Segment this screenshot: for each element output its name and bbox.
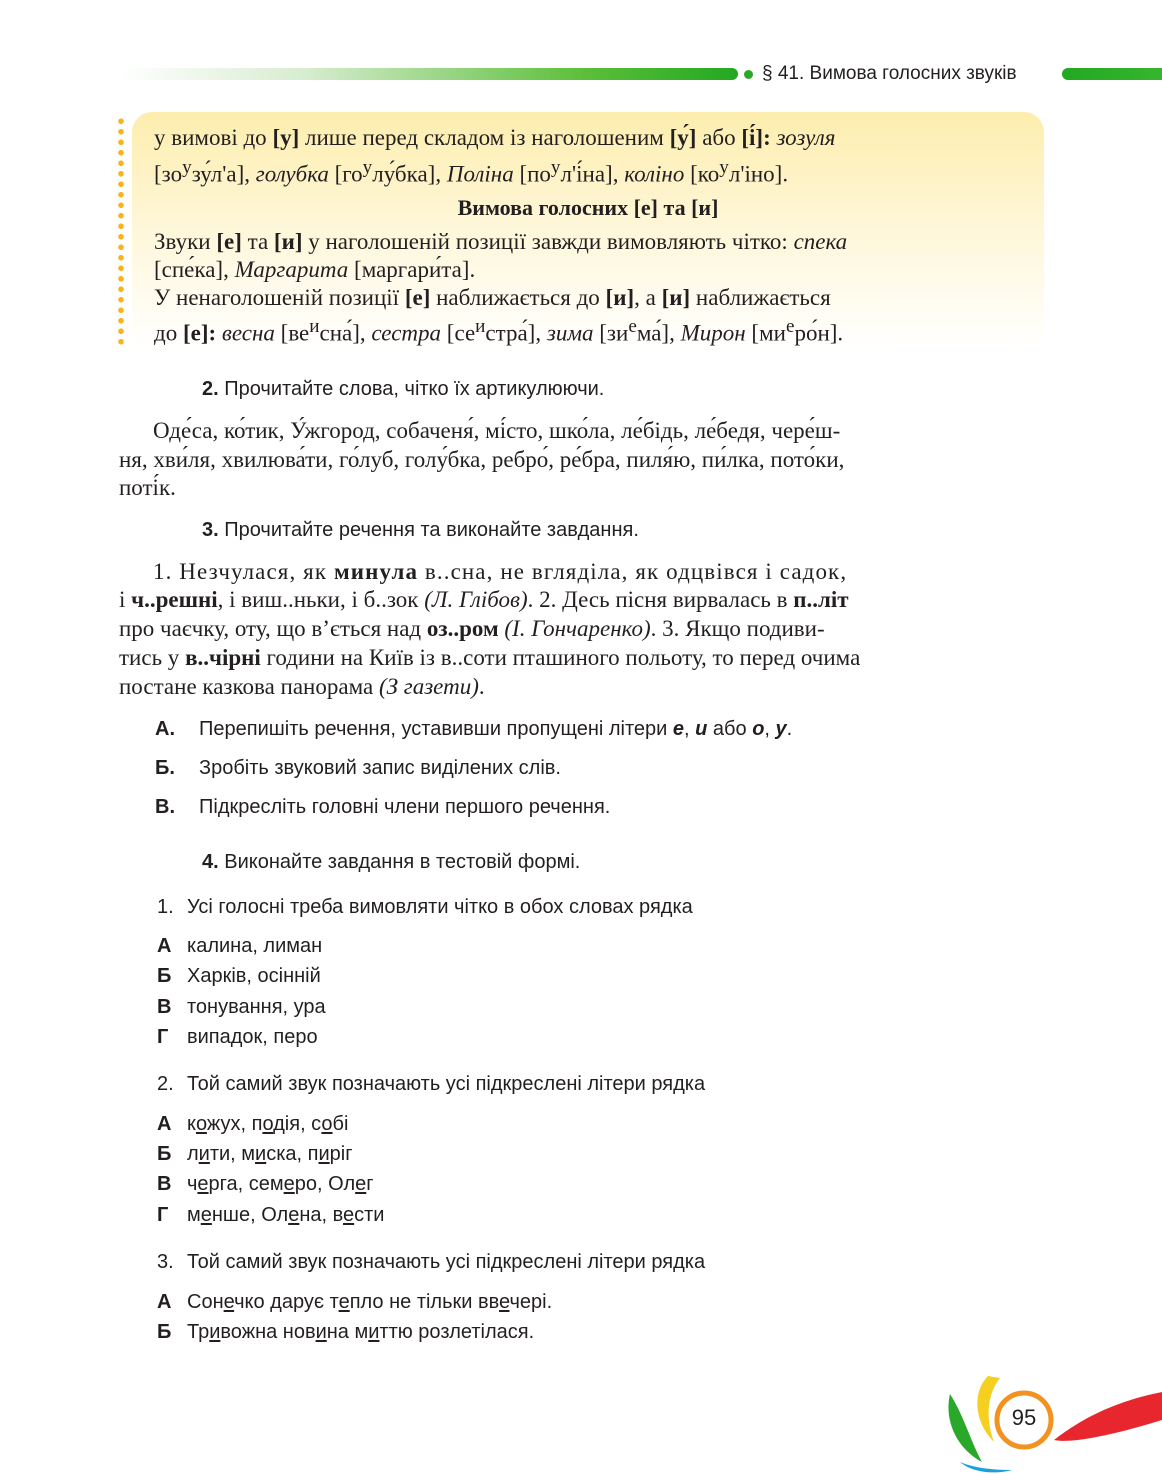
question-3-answer-b: Б Тривожна новина миттю розлетілася. — [157, 1321, 535, 1343]
question-2-answer-g: Г менше, Олена, вести — [157, 1204, 385, 1226]
rule-line-5: У ненаголошеній позиції [е] наближається до [и], а [и] наближається — [154, 285, 831, 310]
task-3-option-v: В. Підкресліть головні члени першого речення. — [155, 796, 611, 818]
page-number: 95 — [1011, 1405, 1037, 1430]
task-3-text-line-1: 1. Незчулася, як минула в..сна, не вгляділа, як одцвівся і садок, — [153, 559, 848, 584]
rule-line-2: $[зо^узу́л'а]$, голубка $[го^улу́бка]$, Поліна $[по^ул'і́на]$, коліно $[ко^ул'іно]$. — [154, 157, 789, 187]
question-1-answer-g: Г випадок, перо — [157, 1026, 318, 1048]
task-3-heading: 3. Прочитайте речення та виконайте завдання. — [202, 519, 639, 541]
logo-green-leaf — [948, 1394, 982, 1462]
task-2-words-line-2: ня, хви́ля, хвилюва́ти, го́луб, голу́бка, ребро́, ре́бра, пиля́ю, пи́лка, пото́ки, — [119, 447, 845, 472]
question-3: 3. Той самий звук позначають усі підкреслені літери рядка — [157, 1251, 706, 1273]
task-2-heading: 2. Прочитайте слова, чітко їх артикулюючи. — [202, 378, 605, 400]
task-4-heading: 4. Виконайте завдання в тестовій формі. — [202, 851, 581, 873]
rule-line-4: [спе́ка], Маргарита [маргари́та]. — [154, 257, 476, 282]
task-3-option-a: А. Перепишіть речення, уставивши пропущені літери е, и або о, у. — [155, 718, 793, 740]
header-right-bar — [1062, 68, 1162, 80]
task-3-text-line-4: тись у в..чірні години на Київ із в..соти пташиного польоту, то перед очима — [119, 645, 861, 670]
task-3-text-line-2: і ч..решні, і виш..ньки, і б..зок (Л. Глібов). 2. Десь пісня вирвалась в п..літ — [119, 587, 849, 612]
task-3-text-line-3: про чаєчку, оту, що в’ється над оз..ром (І. Гончаренко). 3. Якщо подиви- — [119, 616, 825, 641]
rule-heading: Вимова голосних [е] та [и] — [457, 195, 719, 220]
section-title: § 41. Вимова голосних звуків — [762, 63, 1017, 84]
question-1-answer-b: Б Харків, осінній — [157, 965, 321, 987]
rule-line-6: до [е]: весна $[ве^исна́]$, сестра $[се^истра́]$, зима $[зи^ема́]$, Мирон $[ми^еро́н]$. — [154, 316, 844, 346]
logo-yellow-leaf — [977, 1376, 1000, 1442]
logo-blue-leaf — [960, 1462, 1012, 1472]
header-gradient-bar — [120, 68, 738, 80]
rule-line-3: Звуки [е] та [и] у наголошеній позиції завжди вимовляють чітко: спека — [154, 229, 848, 254]
question-1: 1. Усі голосні треба вимовляти чітко в обох словах рядка — [157, 896, 693, 918]
question-1-answer-a: А калина, лиман — [157, 935, 323, 957]
question-2-answer-v: В черга, семеро, Олег — [157, 1173, 374, 1195]
rule-line-1: у вимові до [у] лише перед складом із наголошеним [у́] або [і́]: зозуля — [154, 125, 836, 150]
task-3-text-line-5: постане казкова панорама (З газети). — [119, 674, 485, 699]
question-1-answer-v: В тонування, ура — [157, 996, 326, 1018]
question-2: 2. Той самий звук позначають усі підкреслені літери рядка — [157, 1073, 706, 1095]
logo-red-swoosh — [1054, 1392, 1162, 1441]
task-2-words-line-3: поті́к. — [119, 475, 176, 500]
rule-box-dotted-border — [117, 116, 125, 348]
question-2-answer-a: А кожух, подія, собі — [157, 1113, 349, 1135]
question-3-answer-a: А Сонечко дарує тепло не тільки ввечері. — [157, 1291, 553, 1313]
header-bullet-dot — [744, 70, 753, 79]
task-2-words-line-1: Оде́са, ко́тик, У́жгород, собаченя́, мі́сто, шко́ла, ле́бідь, ле́бедя, чере́ш- — [153, 418, 841, 443]
question-2-answer-b: Б лити, миска, пиріг — [157, 1143, 353, 1165]
publisher-logo-icon — [942, 1370, 1162, 1474]
task-3-option-b: Б. Зробіть звуковий запис виділених слів. — [155, 757, 561, 779]
